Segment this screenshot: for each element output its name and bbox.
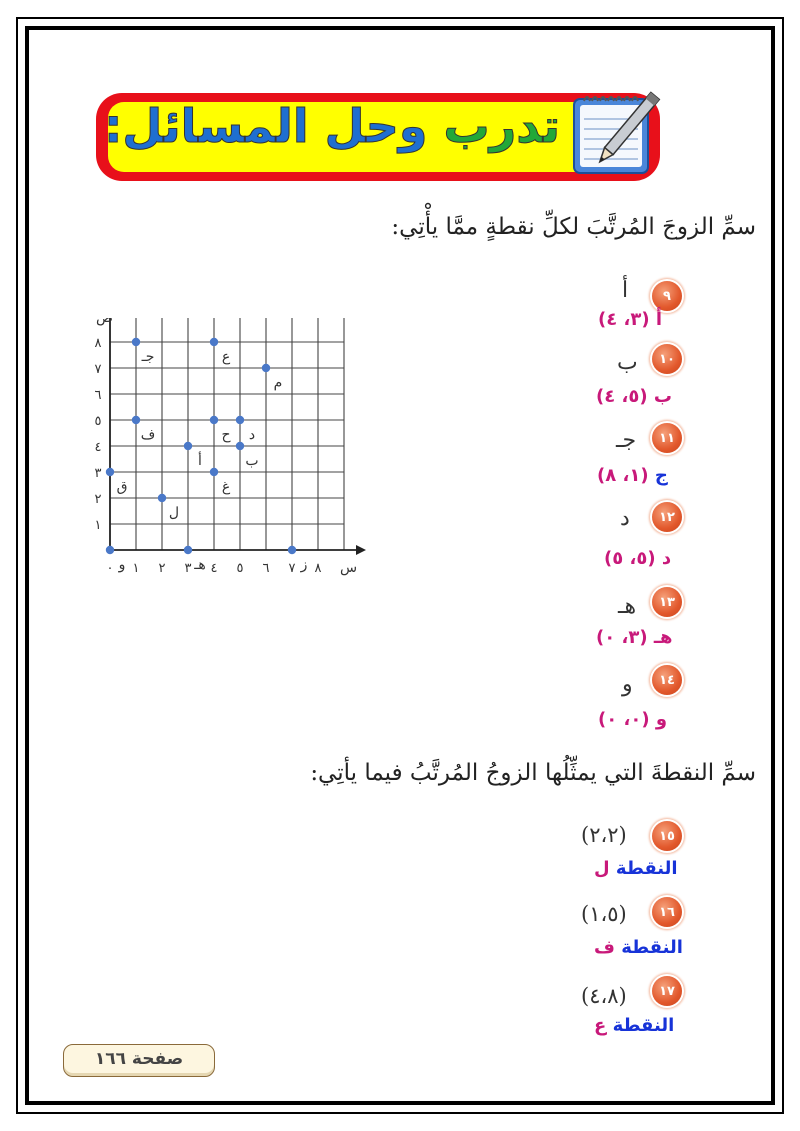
y-tick-label: ٥ [94,414,102,429]
grid-point [106,546,114,554]
grid-point-label: ز [300,557,308,573]
question-number-badge: ١٥ [652,821,682,851]
answer-text [596,627,673,648]
grid-point [106,468,114,476]
answer-pair: (١، ٨) [597,465,649,486]
answer-letter: د [661,548,672,569]
answer-text [598,709,667,730]
grid-point [184,442,192,450]
answer-pair: (٥، ٤) [596,386,648,407]
ordered-pair: (١،٥) [581,902,627,926]
page-number: صفحة ١٦٦ [94,1049,184,1069]
y-tick-label: ٤ [94,440,102,455]
grid-point-label: أ [198,453,202,469]
coordinate-grid [74,318,370,580]
question-number-badge: ٩ [652,281,682,311]
ordered-pair: (٢،٢) [581,823,627,847]
x-tick-label: ٦ [262,561,270,576]
y-tick-label: ٢ [94,492,102,507]
grid-point-label: م [273,375,283,391]
title-word-practice: تدرب [443,99,561,153]
x-tick-label: ٢ [158,561,166,576]
answer-letter: هـ [653,627,673,648]
answer-text [597,465,668,486]
page-title [96,99,568,153]
answer-pair: (٠، ٠) [598,709,650,730]
x-tick-label: ٣ [184,561,192,576]
x-tick-label: ٤ [210,561,218,576]
answer-letter: ل [594,858,610,879]
title-word-solve: وحل المسائل: [103,99,428,153]
question-number-badge: ١٧ [652,976,682,1006]
section1-instruction: سمِّ الزوجَ المُرتَّبَ لكلِّ نقطةٍ ممَّا يأْتِي: [391,214,756,240]
grid-point [184,546,192,554]
point-letter: هـ [618,594,637,619]
question-number-badge: ١٢ [652,502,682,532]
x-tick-label: ٧ [288,561,296,576]
answer-text [594,858,678,879]
grid-point-label: جـ [141,349,155,365]
coordinate-grid-svg [74,318,370,580]
grid-point [132,416,140,424]
grid-point [158,494,166,502]
x-axis-arrow-icon [356,545,366,555]
answer-letter: و [655,709,668,730]
grid-point [236,416,244,424]
header-banner [96,93,660,181]
point-letter: جـ [616,428,637,453]
grid-point [210,416,218,424]
answer-pair: (٥، ٥) [604,548,656,569]
answer-text [604,548,671,569]
answer-text [596,386,672,407]
section2-instruction: سمِّ النقطةَ التي يمثِّلُها الزوجُ المُرتَّبُ فيما يأتِي: [310,760,756,786]
answer-pair: (٣، ٤) [598,309,650,330]
question-number-badge: ١٦ [652,897,682,927]
ordered-pair: (٤،٨) [581,984,627,1008]
question-number-badge: ١٠ [652,344,682,374]
x-tick-label: ٨ [314,561,322,576]
notepad-pencil-icon [560,77,668,185]
question-number-badge: ١١ [652,423,682,453]
y-tick-label: ٣ [94,466,102,481]
y-tick-label: ٧ [94,362,102,377]
answer-text [594,937,683,958]
grid-point [288,546,296,554]
question-number-badge: ١٤ [652,665,682,695]
grid-point [132,338,140,346]
y-tick-label: ٦ [94,388,102,403]
grid-point-label: ل [168,505,180,521]
grid-point-label: ق [116,479,128,495]
grid-point-label: ف [140,427,156,443]
x-tick-label: ١ [132,561,140,576]
grid-point [210,338,218,346]
answer-word: النقطة [615,858,678,879]
point-letter: ب [617,350,638,375]
answer-letter: ج [654,465,668,486]
grid-point-label: د [248,427,256,443]
grid-point-label: ح [221,427,231,443]
y-tick-label: ٨ [94,336,102,351]
answer-word: النقطة [612,1015,675,1036]
grid-point [262,364,270,372]
grid-point-label: غ [221,479,231,495]
x-axis-label: س [340,560,358,576]
answer-text [598,309,662,330]
answer-pair: (٣، ٠) [596,627,648,648]
y-axis-label: ص [96,318,113,326]
answer-letter: ف [594,937,615,958]
question-number-badge: ١٣ [652,587,682,617]
x-tick-label: ٥ [236,561,244,576]
grid-point-label: و [118,557,126,573]
page-number-tag [63,1044,215,1077]
point-letter: د [620,506,630,531]
x-tick-label: ٠ [106,561,114,576]
answer-word: النقطة [621,937,683,958]
grid-point [210,468,218,476]
grid-point-label: هـ [194,557,206,573]
answer-letter: ع [594,1015,607,1036]
point-letter: و [622,672,633,697]
point-letter: أ [622,278,629,303]
grid-point [236,442,244,450]
grid-point-label: ع [221,349,231,365]
answer-text [594,1015,674,1036]
answer-letter: ب [653,386,672,407]
y-tick-label: ١ [94,518,102,533]
grid-point-label: ب [245,453,259,469]
answer-letter: أ [655,309,663,330]
